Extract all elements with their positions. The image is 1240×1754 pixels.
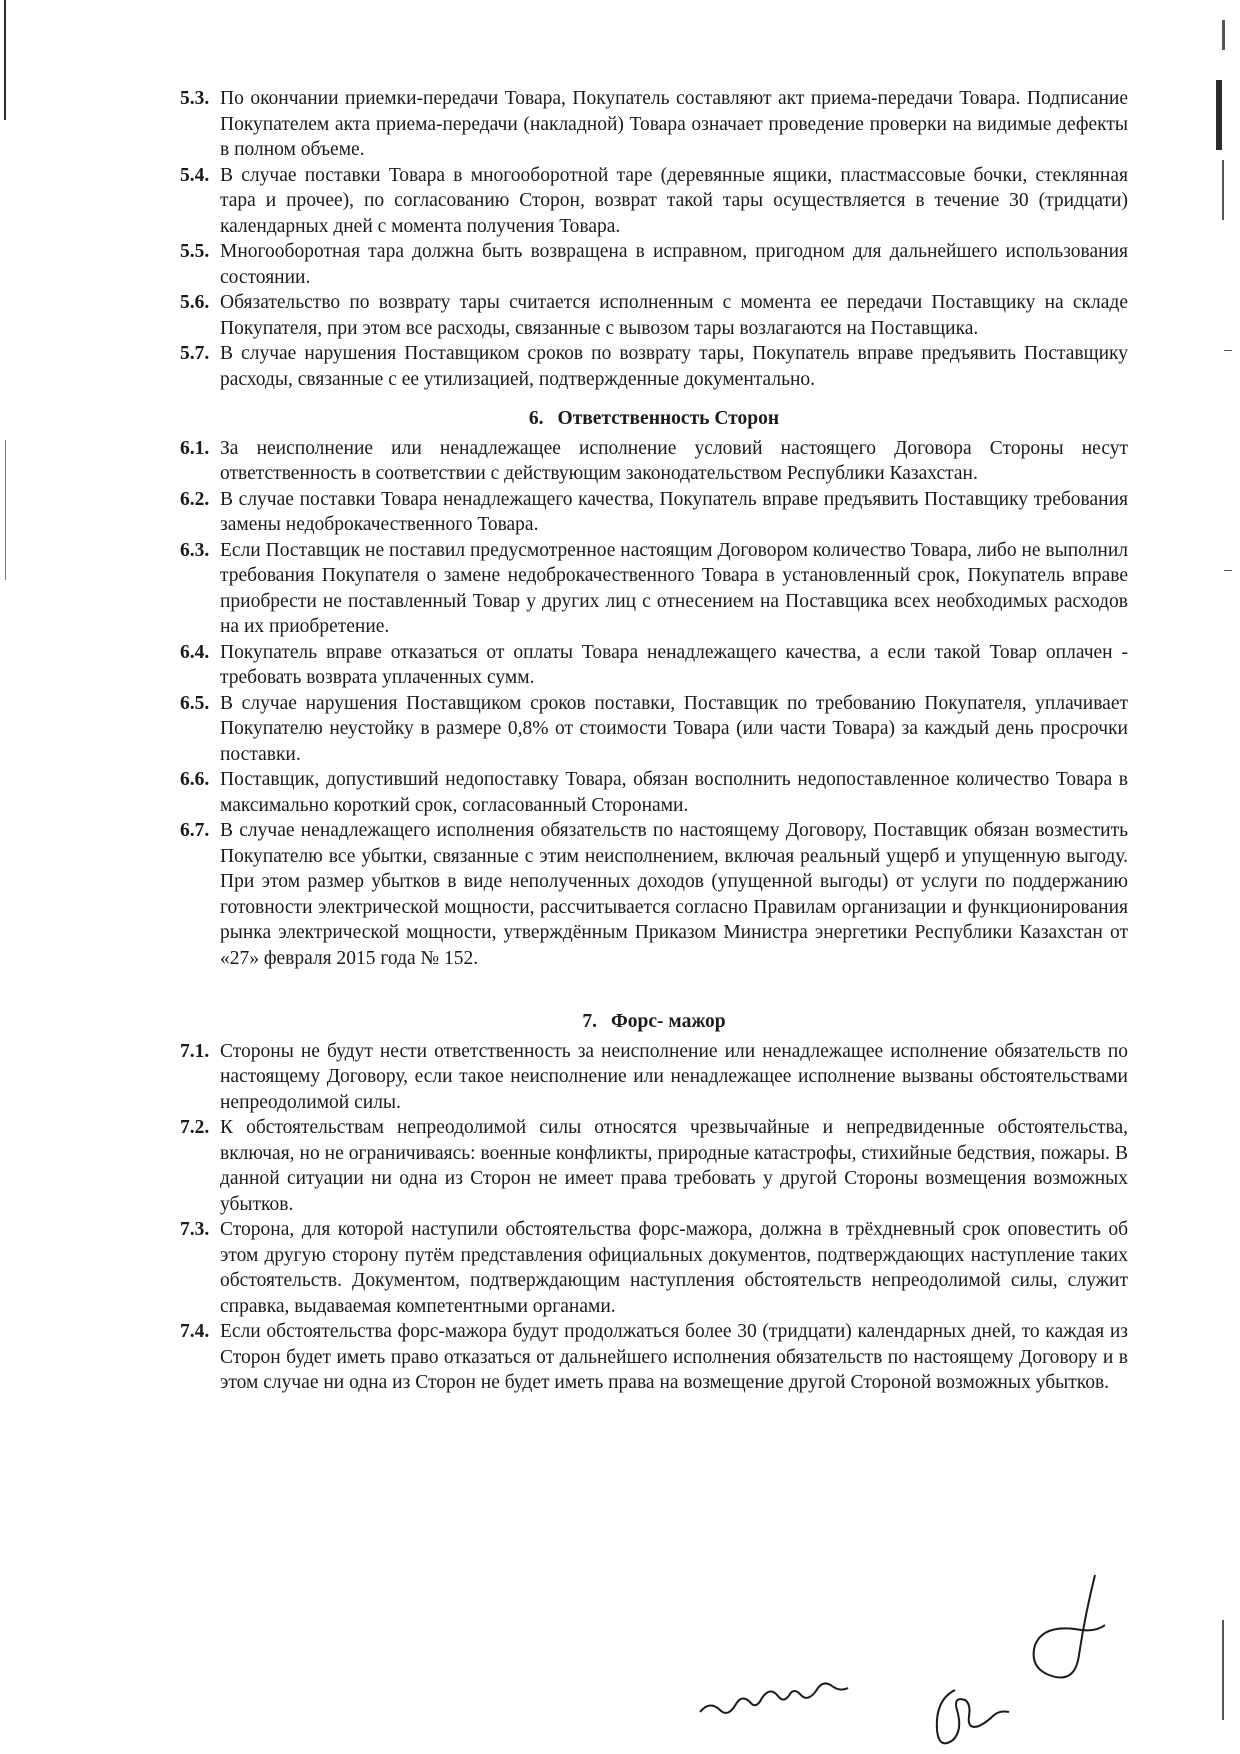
clause-text: В случае поставки Товара ненадлежащего качества, Покупатель вправе предъявить Поставщику требования замены недоброкачественного Товара.: [220, 488, 1128, 535]
clause-number: 7.3.: [180, 1219, 210, 1240]
signature-1: [700, 1683, 848, 1712]
clause-number: 5.7.: [180, 343, 210, 364]
clause-text: По окончании приемки-передачи Товара, Покупатель составляют акт приема-передачи Товара. Подписание Покупателем акта приема-передачи (накладной) Товара означает проведение проверки на видимые дефекты в полном объеме.: [220, 88, 1128, 160]
clause-number: 5.6.: [180, 292, 210, 313]
clause-text: В случае ненадлежащего исполнения обязательств по настоящему Договору, Поставщик обязан возместить Покупателю все убытки, связанные с этим неисполнением, включая реальный ущерб и упущенную выгоду. При этом размер убытков в виде неполученных доходов (упущенной выгоды) от услуги по поддержанию готовности электрической мощности, рассчитывается согласно Правилам организации и функционирования рынка электрической мощности, утверждённым Приказом Министра энергетики Республики Казахстан от «27» февраля 2015 года № 152.: [220, 820, 1128, 969]
section-title: Форс- мажор: [611, 1011, 726, 1032]
clause-number: 6.4.: [180, 641, 210, 663]
clause-text: В случае поставки Товара в многооборотной таре (деревянные ящики, пластмассовые бочки, стеклянная тара и прочее), по согласованию Сторон, возврат такой тары осуществляется в течение 30 (тридцати) календарных дней с момента получения Товара.: [220, 164, 1128, 237]
clause-number: 5.3.: [180, 88, 210, 109]
clause-number: 7.4.: [180, 1321, 210, 1342]
signature-3: [1034, 1575, 1105, 1678]
clause-number: 5.5.: [180, 241, 210, 262]
clause-number: 6.1.: [180, 437, 210, 459]
clause-text: Если обстоятельства форс-мажора будут продолжаться более 30 (тридцати) календарных дней, то каждая из Сторон будет иметь право отказаться от дальнейшего исполнения обязательств по настоящему Договору и в этом случае ни одна из Сторон не будет иметь права на возмещение другой Стороной возможных убытков.: [220, 1321, 1128, 1393]
clause-number: 7.2.: [180, 1117, 210, 1138]
clause-number: 7.1.: [180, 1040, 210, 1062]
section-number: 7.: [582, 1011, 598, 1032]
clause-text: Многооборотная тара должна быть возвращена в исправном, пригодном для дальнейшего использования состоянии.: [220, 241, 1128, 288]
clause-text: В случае нарушения Поставщиком сроков поставки, Поставщик по требованию Покупателя, уплачивает Покупателю неустойку в размере 0,8% от стоимости Товара (или части Товара) за каждый день просрочки поставки.: [220, 692, 1128, 765]
clause-text: Если Поставщик не поставил предусмотренное настоящим Договором количество Товара, либо не выполнил требования Покупателя о замене недоброкачественного Товара в установленный срок, Покупатель вправе приобрести не поставленный Товар у других лиц с отнесением на Поставщика всех необходимых расходов на их приобретение.: [220, 539, 1128, 637]
section-title: Ответственность Сторон: [557, 408, 780, 429]
clause-text: В случае нарушения Поставщиком сроков по возврату тары, Покупатель вправе предъявить Поставщику расходы, связанные с ее утилизацией, подтвержденные документально.: [220, 343, 1128, 390]
section-number: 6.: [528, 408, 544, 429]
signature-2: [937, 1690, 1009, 1743]
clause-number: 6.6.: [180, 769, 210, 790]
clause-number: 5.4.: [180, 164, 210, 186]
clause-text: За неисполнение или ненадлежащее исполнение условий настоящего Договора Стороны несут ответственность в соответствии с действующим законодательством Республики Казахстан.: [220, 437, 1128, 484]
clause-number: 6.2.: [180, 488, 210, 510]
clause-text: Покупатель вправе отказаться от оплаты Товара ненадлежащего качества, а если такой Товар оплачен - требовать возврата уплаченных сумм.: [220, 641, 1128, 688]
clause-text: Обязательство по возврату тары считается исполненным с момента ее передачи Поставщику на складе Покупателя, при этом все расходы, связанные с вывозом тары возлагаются на Поставщика.: [220, 292, 1128, 339]
clause-text: К обстоятельствам непреодолимой силы относятся чрезвычайные и непредвиденные обстоятельства, включая, но не ограничиваясь: военные конфликты, природные катастрофы, стихийные бедствия, пожары. В данной ситуации ни одна из Сторон не имеет права требовать у другой Стороны возмещения возможных убытков.: [220, 1117, 1128, 1215]
clause-number: 6.7.: [180, 820, 210, 841]
clause-text: Сторона, для которой наступили обстоятельства форс-мажора, должна в трёхдневный срок оповестить об этом другую сторону путём представления официальных документов, подтверждающих наступление таких обстоятельств. Документом, подтверждающим наступления обстоятельств непреодолимой силы, служит справка, выдаваемая компетентными органами.: [220, 1219, 1128, 1317]
clause-number: 6.5.: [180, 692, 210, 714]
clause-number: 6.3.: [180, 539, 210, 561]
clause-text: Поставщик, допустивший недопоставку Товара, обязан восполнить недопоставленное количество Товара в максимально короткий срок, согласованный Сторонами.: [220, 769, 1128, 816]
clause-text: Стороны не будут нести ответственность за неисполнение или ненадлежащее исполнение обязательств по настоящему Договору, если такое неисполнение или ненадлежащее исполнение вызваны обстоятельствами непреодолимой силы.: [220, 1040, 1128, 1113]
